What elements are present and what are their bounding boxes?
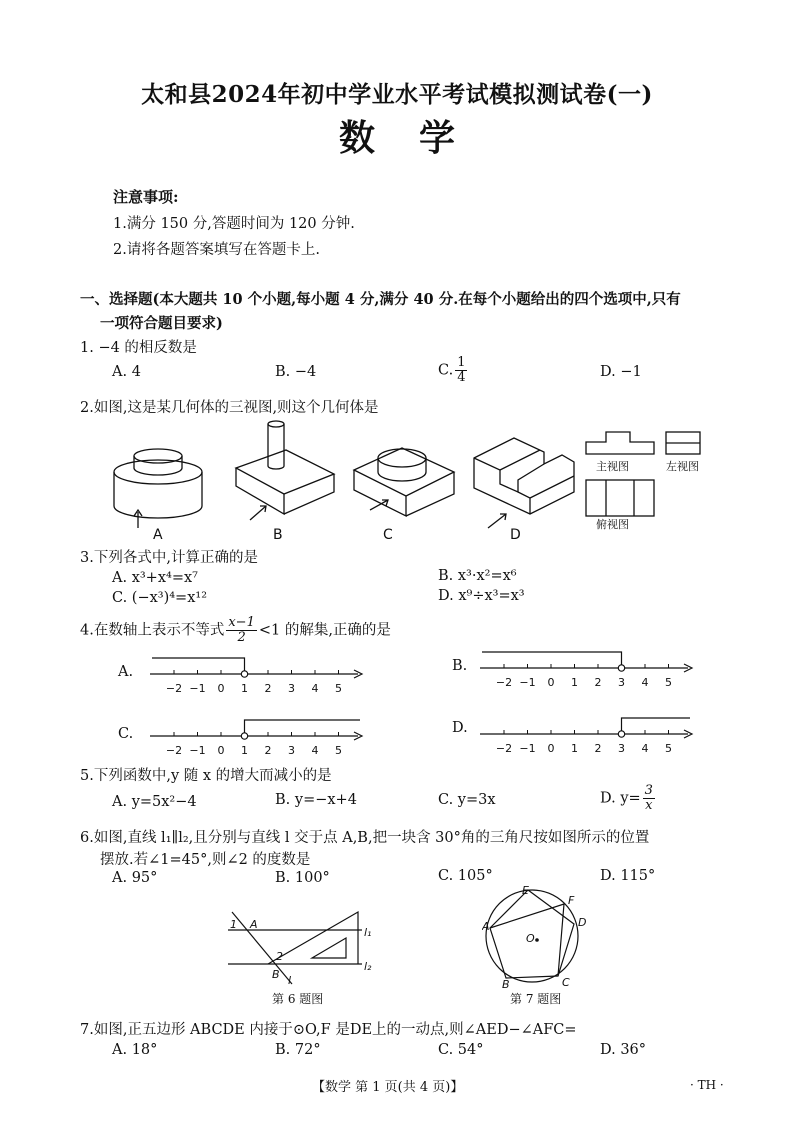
q3-option-d: D. x⁹÷x³=x³ xyxy=(438,588,525,604)
q4-d-tick-label: 3 xyxy=(618,742,625,755)
q6-line-l2: l₂ xyxy=(364,960,372,973)
q4-c-solution-ray xyxy=(245,720,361,733)
q4-c-tick-label: −1 xyxy=(189,744,206,757)
q7-point-a: A xyxy=(482,920,490,933)
q6-angle-1: 1 xyxy=(230,918,237,931)
q1-stem: 1. −4 的相反数是 xyxy=(80,340,197,356)
q4-b-tick-label: 2 xyxy=(594,676,602,689)
q4-c-tick-label: 4 xyxy=(311,744,319,757)
q5-option-d: D. y= $\frac{3}{x}$ xyxy=(600,783,653,813)
q4-c-tick-label: 3 xyxy=(288,744,295,757)
q3-option-a: A. x³+x⁴=x⁷ xyxy=(112,570,198,586)
three-views xyxy=(586,432,700,516)
q7-option-c: C. 54° xyxy=(438,1042,484,1058)
q5-option-b: B. y=−x+4 xyxy=(275,792,357,808)
q4-d-tick-label: 0 xyxy=(547,742,555,755)
q4-d-tick-label: −2 xyxy=(495,742,513,755)
q7-point-b: B xyxy=(502,978,510,988)
q4-b-tick-label: −2 xyxy=(495,676,513,689)
q4-c-tick-label: 5 xyxy=(335,744,342,757)
q6-caption: 第 6 题图 xyxy=(272,992,324,1006)
q6-angle-2: 2 xyxy=(276,950,283,963)
q4-b-solution-ray xyxy=(482,652,622,665)
q4-b-tick-label: 1 xyxy=(571,676,578,689)
left-view-label: 左视图 xyxy=(666,460,699,473)
q4-a-tick-label: −2 xyxy=(165,682,183,695)
q7-option-d: D. 36° xyxy=(600,1042,647,1058)
q4-a-solution-ray xyxy=(152,658,245,671)
q4-a-tick-label: 1 xyxy=(241,682,248,695)
q6-option-a: A. 95° xyxy=(112,870,158,886)
q6-figure xyxy=(220,908,380,992)
solid-a xyxy=(114,449,202,528)
q1-option-c: C. $\frac{1}{4}$ xyxy=(438,355,466,385)
q4-option-b: B. xyxy=(452,658,468,674)
q4-stem: 4.在数轴上表示不等式 $\frac{x-1}{2}$ <1 的解集,正确的是 xyxy=(80,615,391,645)
q4-c-open-point xyxy=(241,733,247,739)
q4-c-tick-label: 1 xyxy=(241,744,248,757)
notice-item-1: 1.满分 150 分,答题时间为 120 分钟. xyxy=(113,216,355,232)
q4-a-tick-label: 0 xyxy=(217,682,225,695)
q4-a-open-point xyxy=(241,671,247,677)
q4-d-tick-label: 5 xyxy=(665,742,672,755)
q4-a-tick-label: −1 xyxy=(189,682,206,695)
q7-option-a: A. 18° xyxy=(112,1042,158,1058)
top-view-label: 俯视图 xyxy=(596,518,629,531)
q4-c-tick-label: 2 xyxy=(264,744,272,757)
q7-figure xyxy=(482,884,602,988)
q7-option-b: B. 72° xyxy=(275,1042,321,1058)
q5-option-c: C. y=3x xyxy=(438,792,496,808)
q4-numberline-a xyxy=(148,652,370,698)
q3-option-b: B. x³·x²=x⁶ xyxy=(438,568,517,584)
q4-a-tick-label: 5 xyxy=(335,682,342,695)
q2-stem: 2.如图,这是某几何体的三视图,则这个几何体是 xyxy=(80,400,379,416)
page-title: 太和县2024年初中学业水平考试模拟测试卷(一) xyxy=(141,81,653,108)
front-view-label: 主视图 xyxy=(596,460,629,473)
section-1-heading: 一、选择题(本大题共 10 个小题,每小题 4 分,满分 40 分.在每个小题给出的四个选项中,只有 xyxy=(80,291,681,308)
notice-item-2: 2.请将各题答案填写在答题卡上. xyxy=(113,242,320,258)
q4-d-tick-label: 1 xyxy=(571,742,578,755)
q4-a-tick-label: 2 xyxy=(264,682,272,695)
q6-line-l: l xyxy=(288,974,292,987)
q4-numberline-c xyxy=(148,710,370,762)
q4-option-c: C. xyxy=(118,726,134,742)
q1-option-d: D. −1 xyxy=(600,364,642,380)
notice-heading: 注意事项: xyxy=(113,188,179,206)
q7-stem: 7.如图,正五边形 ABCDE 内接于⊙O,F 是DE上的一动点,则∠AED−∠AFC= xyxy=(80,1022,577,1038)
q6-line-l1: l₁ xyxy=(364,926,372,939)
q4-numberline-b xyxy=(478,646,700,692)
q6-stem-line-1: 6.如图,直线 l₁∥l₂,且分别与直线 l 交于点 A,B,把一块含 30°角的三角尺按如图所示的位置 xyxy=(80,830,650,846)
q7-point-c: C xyxy=(562,976,570,988)
q4-b-open-point xyxy=(618,665,624,671)
q4-numberline-d xyxy=(478,708,700,760)
q4-option-a: A. xyxy=(118,664,134,680)
subject-title: 数学 xyxy=(338,117,499,159)
footer-page-info: 【数学 第 1 页(共 4 页)】 xyxy=(312,1080,464,1095)
solid-c xyxy=(354,448,454,516)
q7-center-o: O xyxy=(526,932,535,945)
q4-c-tick-label: −2 xyxy=(165,744,183,757)
section-1-heading-cont: 一项符合题目要求) xyxy=(100,315,223,332)
q3-option-c: C. (−x³)⁴=x¹² xyxy=(112,590,208,606)
q6-option-b: B. 100° xyxy=(275,870,330,886)
q6-point-b: B xyxy=(272,968,280,981)
q4-b-tick-label: 0 xyxy=(547,676,555,689)
q6-stem-line-2: 摆放.若∠1=45°,则∠2 的度数是 xyxy=(100,852,311,868)
q7-point-f: F xyxy=(568,894,575,907)
solid-d-label: D xyxy=(510,527,521,542)
q4-b-tick-label: 5 xyxy=(665,676,672,689)
q4-d-tick-label: 2 xyxy=(594,742,602,755)
solid-c-label: C xyxy=(383,527,393,542)
q4-d-solution-ray xyxy=(622,718,691,731)
q4-a-tick-label: 3 xyxy=(288,682,295,695)
q6-option-d: D. 115° xyxy=(600,868,656,884)
q4-d-tick-label: −1 xyxy=(519,742,536,755)
q5-stem: 5.下列函数中,y 随 x 的增大而减小的是 xyxy=(80,768,332,784)
q7-caption: 第 7 题图 xyxy=(510,992,562,1006)
q4-a-tick-label: 4 xyxy=(311,682,319,695)
q4-b-tick-label: −1 xyxy=(519,676,536,689)
solid-b xyxy=(236,421,334,520)
q4-b-tick-label: 4 xyxy=(641,676,649,689)
q3-stem: 3.下列各式中,计算正确的是 xyxy=(80,550,258,566)
footer-code: · TH · xyxy=(690,1078,724,1092)
q6-point-a: A xyxy=(250,918,258,931)
q4-c-tick-label: 0 xyxy=(217,744,225,757)
solid-a-label: A xyxy=(153,527,163,542)
q4-option-d: D. xyxy=(452,720,468,736)
solid-d xyxy=(474,438,574,528)
q2-figure xyxy=(100,410,720,542)
q1-option-b: B. −4 xyxy=(275,364,317,380)
q6-option-c: C. 105° xyxy=(438,868,493,884)
q4-d-open-point xyxy=(618,731,624,737)
q7-point-e: E xyxy=(522,884,529,897)
q1-option-a: A. 4 xyxy=(112,364,141,380)
solid-b-label: B xyxy=(273,527,283,542)
q4-d-tick-label: 4 xyxy=(641,742,649,755)
q4-b-tick-label: 3 xyxy=(618,676,625,689)
q5-option-a: A. y=5x²−4 xyxy=(112,794,197,810)
q7-point-d: D xyxy=(578,916,587,929)
